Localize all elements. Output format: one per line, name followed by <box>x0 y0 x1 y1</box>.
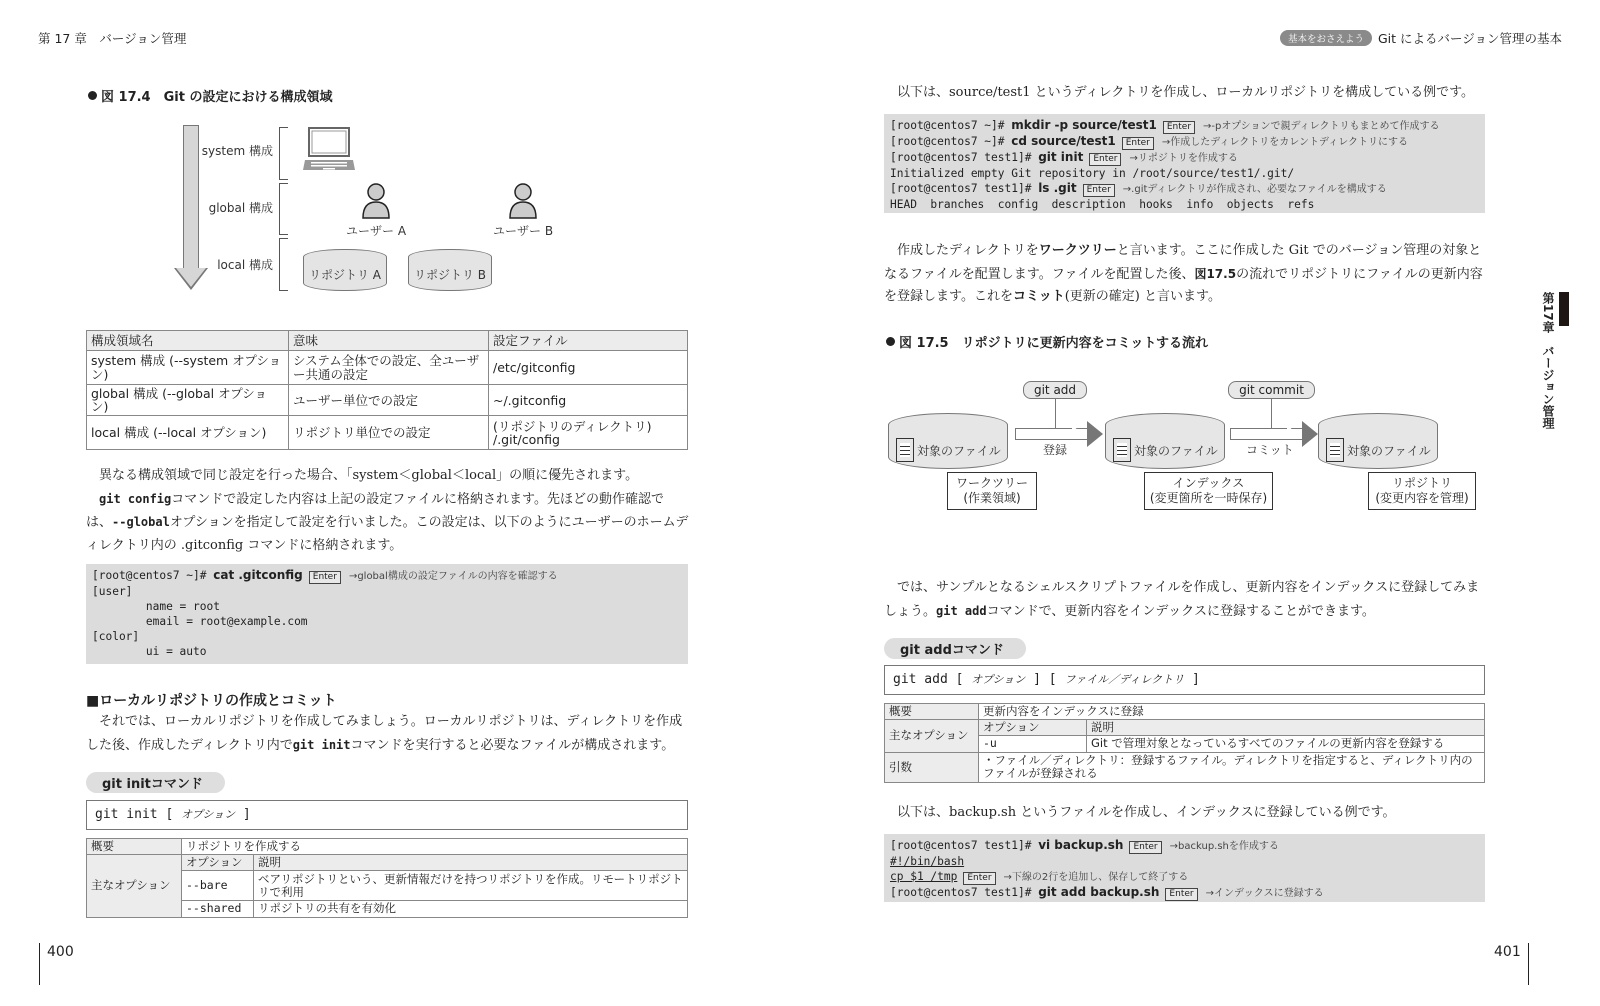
output-line: ui = auto <box>92 645 207 658</box>
text: コマンドを実行すると必要なファイルが構成されます。 <box>350 737 675 753</box>
bracket-system <box>279 127 288 180</box>
stage-worktree <box>947 472 1037 510</box>
added-line: #!/bin/bash <box>890 855 965 868</box>
comment: →下線の2行を追加し、保存して終了する <box>1003 872 1189 883</box>
table-cell: ユーザー単位での設定 <box>289 385 489 416</box>
syntax-option: オプション <box>181 808 236 821</box>
row-label: 概要 <box>885 704 979 720</box>
table-row <box>885 752 1485 782</box>
stage-title: リポジトリ <box>1391 476 1452 490</box>
bullet-icon <box>886 337 895 346</box>
chapter-side-tab: 第17章 バージョン管理 <box>1541 292 1555 429</box>
level-label-global: global 構成 <box>208 201 273 215</box>
document-icon <box>1326 438 1344 462</box>
prompt: [root@centos7 test1]# <box>890 839 1039 852</box>
row-label: 主なオプション <box>87 855 182 917</box>
body-paragraph <box>86 465 690 557</box>
repository-a-label: リポジトリ A <box>308 267 382 282</box>
git-add-callout <box>1019 381 1091 429</box>
command: mkdir -p source/test1 <box>1011 118 1157 132</box>
command: cd source/test1 <box>1011 134 1116 148</box>
code-block-git-init <box>884 114 1485 213</box>
syntax-arg: ファイル／ディレクトリ <box>1064 673 1185 686</box>
table-cell: (リポジトリのディレクトリ) /.git/config <box>489 416 688 450</box>
prompt: [root@centos7 test1]# <box>890 151 1039 164</box>
intro-paragraph: 以下は、source/test1 というディレクトリを作成し、ローカルリポジトリを構成している例です。 <box>897 85 1475 100</box>
comment: →-pオプションで親ディレクトリもまとめて作成する <box>1203 121 1440 132</box>
table-cell: /etc/gitconfig <box>489 351 688 385</box>
table-cell: ・ファイル／ディレクトリ：登録するファイル。ディレクトリを指定すると、ディレクトリ内のファイルが登録される <box>979 752 1485 782</box>
bracket-local <box>279 238 288 291</box>
text: それでは、ローカルリポジトリを作成してみましょう。ローカルリポジトリは、ディレクトリを作成した後、作成したディレクトリ内で <box>86 714 683 753</box>
page-number-right: 401 <box>1494 944 1521 960</box>
page-number-left: 400 <box>47 944 74 960</box>
table-row <box>885 720 1485 736</box>
worktree-paragraph <box>884 240 1486 309</box>
syntax-mid: ] [ <box>1025 672 1065 687</box>
page-rule <box>39 943 40 985</box>
paragraph-priority: 異なる構成領域で同じ設定を行った場合、「system＜global＜local」の順に優先されます。 <box>99 468 639 483</box>
text: オプションを指定して設定を行いました。この設定は、以下のようにユーザーのホームディレクトリ内の .gitconfig コマンドに格納されます。 <box>86 515 689 553</box>
command: git add backup.sh <box>1038 885 1160 899</box>
stage-sub: (変更箇所を一時保存) <box>1149 491 1268 505</box>
document-icon <box>1113 438 1131 462</box>
output-line: [user] <box>92 585 133 598</box>
paragraph-gitconfig <box>86 488 690 558</box>
enter-key-icon: Enter <box>309 571 341 584</box>
table-row <box>87 351 688 385</box>
git-add-paragraph <box>884 577 1486 623</box>
comment: →.gitディレクトリが作成され、必要なファイルを構成する <box>1122 184 1387 195</box>
repository-b-label: リポジトリ B <box>413 267 487 282</box>
running-head-right <box>1280 29 1562 47</box>
git-init-table <box>86 838 688 918</box>
inline-code: --global <box>112 515 170 529</box>
git-add-syntax <box>884 665 1485 695</box>
stage-repository <box>1368 472 1476 510</box>
term: コミット <box>1012 289 1065 304</box>
option-desc: リポジトリの共有を有効化 <box>254 901 688 917</box>
prompt: [root@centos7 test1]# <box>890 886 1039 899</box>
stage-sub: (作業領域) <box>963 491 1021 505</box>
file-label: 対象のファイル <box>1134 443 1218 458</box>
table-cell: global 構成 (--global オプション) <box>87 385 289 416</box>
stage-title: インデックス <box>1172 476 1245 490</box>
comment: →作成したディレクトリをカレントディレクトリにする <box>1161 137 1409 148</box>
column-header: オプション <box>979 720 1087 736</box>
callout-label: git add <box>1023 381 1087 399</box>
file-label: 対象のファイル <box>1347 443 1431 458</box>
prompt: [root@centos7 test1]# <box>890 182 1039 195</box>
page-rule <box>1528 943 1529 985</box>
term: ワークツリー <box>1038 243 1117 258</box>
backup-paragraph: 以下は、backup.sh というファイルを作成し、インデックスに登録している例です。 <box>897 805 1396 820</box>
comment: →backup.shを作成する <box>1169 841 1279 852</box>
table-cell: リポジトリ単位での設定 <box>289 416 489 450</box>
section-tag: 基本をおさえよう <box>1280 30 1372 46</box>
running-head-left: 第 17 章 バージョン管理 <box>38 31 187 46</box>
text: と言います。ここに作成した Git でのバージョン管理の対象となるファイルを配置します。ファイルを配置した後、 <box>884 243 1482 282</box>
table-cell: local 構成 (--local オプション) <box>87 416 289 450</box>
row-label: 主なオプション <box>885 720 979 752</box>
command: git init <box>1038 150 1084 164</box>
comment: →インデックスに登録する <box>1205 888 1324 899</box>
callout-tail <box>1055 399 1056 429</box>
option-name: --bare <box>182 871 254 901</box>
table-header: 設定ファイル <box>489 331 688 351</box>
comment: →リポジトリを作成する <box>1129 153 1238 164</box>
user-icon <box>508 182 538 220</box>
figure-ref: 図17.5 <box>1194 266 1237 281</box>
enter-key-icon: Enter <box>1165 888 1197 901</box>
stage-index <box>1144 472 1273 510</box>
text: では、サンプルとなるシェルスクリプトファイルを作成し、更新内容をインデックスに登録してみましょう。 <box>884 580 1480 619</box>
enter-key-icon: Enter <box>1083 184 1115 197</box>
bullet-icon <box>88 91 97 100</box>
document-icon <box>896 438 914 462</box>
git-commit-callout <box>1225 381 1318 429</box>
table-row <box>87 385 688 416</box>
column-header: オプション <box>182 855 254 871</box>
command-pill: git initコマンド <box>86 772 225 793</box>
git-add-table <box>884 703 1485 783</box>
enter-key-icon: Enter <box>1163 121 1195 134</box>
target-file <box>1113 438 1218 462</box>
stage-title: ワークツリー <box>955 476 1028 490</box>
arrow-label-register: 登録 <box>1043 443 1068 457</box>
table-cell: system 構成 (--system オプション) <box>87 351 289 385</box>
prompt: [root@centos7 ~]# <box>92 569 214 582</box>
text: (更新の確定) と言います。 <box>1064 289 1221 304</box>
text: の流れでリポジトリにファイルの更新内容を登録します。これを <box>884 266 1483 304</box>
chapter-tab-marker <box>1559 292 1569 326</box>
command: vi backup.sh <box>1038 838 1124 852</box>
bracket-global <box>279 183 288 235</box>
comment: →global構成の設定ファイルの内容を確認する <box>348 571 558 582</box>
table-row <box>87 855 688 871</box>
git-init-syntax <box>86 800 688 830</box>
table-row <box>87 416 688 450</box>
file-label: 対象のファイル <box>917 443 1001 458</box>
added-line: cp $1 /tmp <box>890 870 958 883</box>
output-line: email = root@example.com <box>92 615 308 628</box>
output-line: HEAD branches config description hooks info objects refs <box>890 198 1315 211</box>
table-header: 意味 <box>289 331 489 351</box>
enter-key-icon: Enter <box>1122 137 1154 150</box>
config-scope-table <box>86 330 688 450</box>
repository-b <box>408 249 492 291</box>
user-a-label: ユーザー A <box>346 224 407 238</box>
prompt: [root@centos7 ~]# <box>890 119 1012 132</box>
running-head-title: Git によるバージョン管理の基本 <box>1377 31 1562 46</box>
syntax-option: オプション <box>971 673 1026 686</box>
option-name: -u <box>979 736 1087 752</box>
table-cell: システム全体での設定、全ユーザー共通の設定 <box>289 351 489 385</box>
command: cat .gitconfig <box>213 568 303 582</box>
row-label: 引数 <box>885 752 979 782</box>
arrow-label-commit: コミット <box>1246 443 1294 457</box>
prompt: [root@centos7 ~]# <box>890 135 1012 148</box>
row-label: 概要 <box>87 839 182 855</box>
text: 作成したディレクトリを <box>897 243 1039 258</box>
repository-a <box>303 249 387 291</box>
level-label-local: local 構成 <box>217 258 273 272</box>
stage-sub: (変更内容を管理) <box>1375 491 1469 505</box>
callout-label: git commit <box>1228 381 1315 399</box>
enter-key-icon: Enter <box>963 872 995 885</box>
target-file <box>896 438 1001 462</box>
code-block-cat-gitconfig <box>86 564 688 664</box>
option-desc: Git で管理対象となっているすべてのファイルの更新内容を登録する <box>1087 736 1485 752</box>
level-label-system: system 構成 <box>201 144 273 158</box>
output-line: [color] <box>92 630 140 643</box>
section-paragraph <box>86 711 690 757</box>
target-file <box>1326 438 1431 462</box>
table-cell: ~/.gitconfig <box>489 385 688 416</box>
column-header: 説明 <box>1087 720 1485 736</box>
table-header: 構成領域名 <box>87 331 289 351</box>
command: ls .git <box>1038 181 1077 195</box>
command-pill: git addコマンド <box>884 638 1026 659</box>
table-cell: リポジトリを作成する <box>182 839 688 855</box>
table-row <box>885 704 1485 720</box>
git-init-heading <box>86 772 225 793</box>
enter-key-icon: Enter <box>1129 841 1161 854</box>
user-icon <box>361 182 391 220</box>
inline-code: git config <box>99 491 172 506</box>
figure-17-4-caption: 図 17.4 Git の設定における構成領域 <box>88 86 332 105</box>
syntax-end: ] <box>235 807 251 822</box>
inline-code: git init <box>292 737 351 752</box>
syntax-cmd: git init [ <box>95 807 182 822</box>
text: コマンドで設定した内容は上記の設定ファイルに格納されます。先ほどの動作確認では、 <box>86 491 664 530</box>
option-name: --shared <box>182 901 254 917</box>
column-header: 説明 <box>254 855 688 871</box>
output-line: Initialized empty Git repository in /root/source/test1/.git/ <box>890 167 1295 180</box>
enter-key-icon: Enter <box>1089 153 1121 166</box>
output-line: name = root <box>92 600 220 613</box>
option-desc: ベアリポジトリという、更新情報だけを持つリポジトリを作成。リモートリポジトリで利用 <box>254 871 688 901</box>
callout-tail <box>1271 399 1272 429</box>
user-b-label: ユーザー B <box>493 224 554 238</box>
inline-code: git add <box>936 603 987 618</box>
table-cell: 更新内容をインデックスに登録 <box>979 704 1485 720</box>
figure-17-5-caption: 図 17.5 リポジトリに更新内容をコミットする流れ <box>886 332 1208 351</box>
syntax-end: ] <box>1184 672 1200 687</box>
text: コマンドで、更新内容をインデックスに登録することができます。 <box>986 603 1375 619</box>
section-title: ■ローカルリポジトリの作成とコミット <box>86 693 337 709</box>
git-add-heading <box>884 638 1026 659</box>
code-block-git-add <box>884 834 1485 902</box>
laptop-icon <box>303 126 355 172</box>
syntax-cmd: git add [ <box>893 672 972 687</box>
table-row <box>87 839 688 855</box>
